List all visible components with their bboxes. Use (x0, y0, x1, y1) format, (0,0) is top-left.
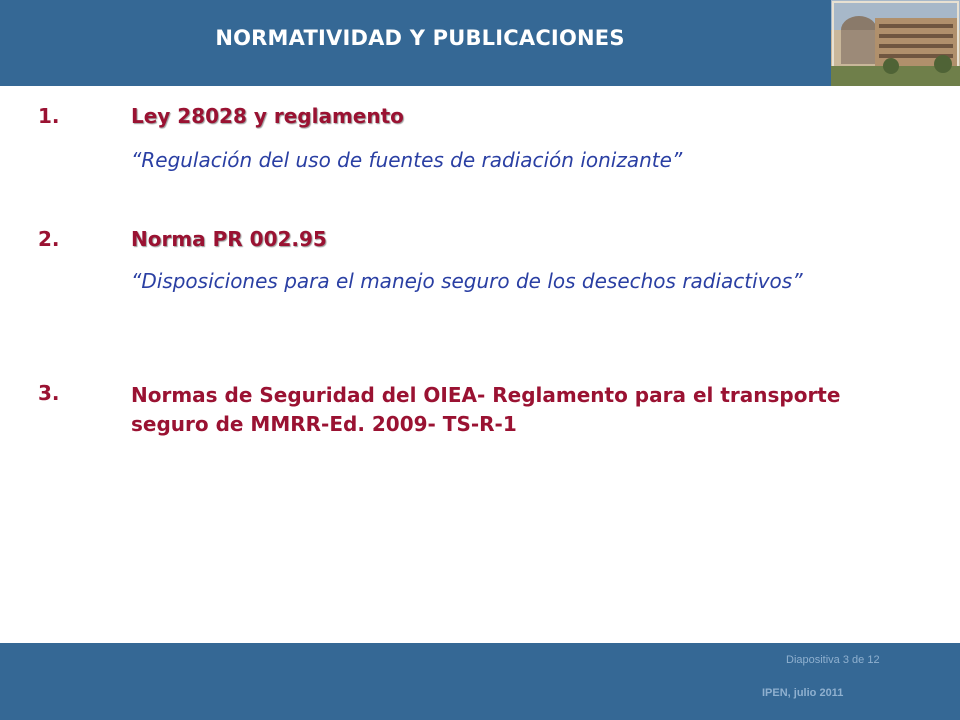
item-1-number: 1. (38, 104, 60, 128)
footer-date: IPEN, julio 2011 (762, 687, 844, 699)
item-2-title: Norma PR 002.95 (131, 227, 327, 251)
item-1-title: Ley 28028 y reglamento (131, 104, 404, 128)
slide-title: NORMATIVIDAD Y PUBLICACIONES (215, 26, 625, 50)
item-3-text: Normas de Seguridad del OIEA- Reglamento para el transporte seguro de MMRR-Ed. 2009- TS-R-1 (131, 383, 841, 436)
item-1-quote: “Regulación del uso de fuentes de radiación ionizante” (131, 148, 683, 172)
item-2-quote: “Disposiciones para el manejo seguro de los desechos radiactivos” (131, 269, 803, 293)
item-3-number: 3. (38, 381, 60, 405)
slide-counter: Diapositiva 3 de 12 (786, 654, 880, 666)
item-2-number: 2. (38, 227, 60, 251)
